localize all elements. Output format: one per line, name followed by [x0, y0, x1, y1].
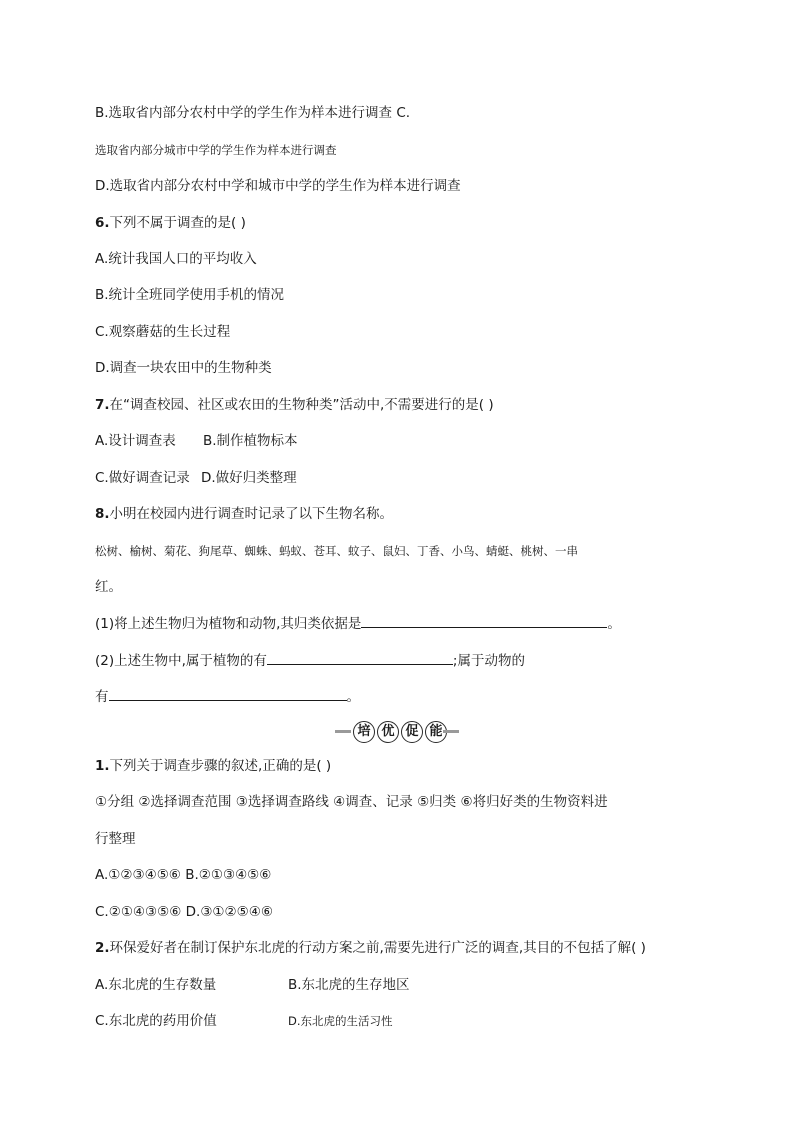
q8-animals-blank[interactable] [109, 686, 347, 701]
s1-steps-end: 行整理 [95, 831, 136, 847]
q8-organism-list: 松树、榆树、菊花、狗尾草、蜘蛛、蚂蚁、苍耳、蚊子、鼠妇、丁香、小鸟、蜻蜓、桃树、一串 [95, 544, 578, 558]
q8-part3 [95, 686, 360, 707]
q8-part3-text: 有 [95, 689, 109, 705]
q6-option-b: B.统计全班同学使用手机的情况 [95, 287, 285, 303]
q6-number: 6. [95, 215, 110, 231]
banner-char: 能 [425, 721, 447, 743]
s1-options-ab [95, 865, 271, 885]
banner-char: 促 [401, 721, 423, 743]
s2-option-b: B.东北虎的生存地区 [288, 977, 410, 993]
q7-option-a: A.设计调查表 [95, 433, 176, 449]
banner-characters [353, 721, 447, 743]
s1-option-d: D.③①②⑤④⑥ [185, 904, 273, 920]
q7-options-cd [95, 468, 297, 488]
s1-steps: ①分组 ②选择调查范围 ③选择调查路线 ④调查、记录 ⑤归类 ⑥将归好类的生物资料进 [95, 794, 608, 810]
banner-char: 培 [353, 721, 375, 743]
s1-number: 1. [95, 758, 110, 774]
q8-number: 8. [95, 506, 110, 522]
banner-left-bar [335, 730, 351, 733]
q7-option-b: B.制作植物标本 [203, 433, 298, 449]
banner-right-bar [443, 730, 459, 733]
banner-char: 优 [377, 721, 399, 743]
s2-number: 2. [95, 940, 110, 956]
s2-options-ab [95, 975, 410, 995]
s2-option-a: A.东北虎的生存数量 [95, 977, 217, 993]
q8-part1 [95, 613, 621, 634]
q7-options-ab [95, 431, 298, 451]
q8-part3-end: 。 [346, 689, 360, 705]
q7-option-c: C.做好调查记录 [95, 470, 190, 486]
s2-stem-text: 环保爱好者在制订保护东北虎的行动方案之前,需要先进行广泛的调查,其目的不包括了解( ) [109, 940, 646, 956]
q6-option-c: C.观察蘑菇的生长过程 [95, 324, 231, 340]
q8-stem-text: 小明在校园内进行调查时记录了以下生物名称。 [109, 506, 394, 522]
q7-option-d: D.做好归类整理 [201, 470, 297, 486]
q8-plants-blank[interactable] [267, 650, 453, 665]
q8-stem [95, 504, 393, 524]
q7-stem [95, 395, 494, 415]
q8-part1-text: (1)将上述生物归为植物和动物,其归类依据是 [95, 616, 362, 632]
s1-stem-text: 下列关于调查步骤的叙述,正确的是( ) [109, 758, 332, 774]
q6-option-a: A.统计我国人口的平均收入 [95, 251, 257, 267]
q8-part1-blank[interactable] [361, 613, 607, 628]
q6-option-d: D.调查一块农田中的生物种类 [95, 360, 272, 376]
q7-number: 7. [95, 397, 110, 413]
q6-stem-text: 下列不属于调查的是( ) [109, 215, 246, 231]
q8-part2 [95, 650, 525, 671]
q7-stem-text: 在“调查校园、社区或农田的生物种类”活动中,不需要进行的是( ) [109, 397, 494, 413]
s1-option-b: B.②①③④⑤⑥ [185, 867, 272, 883]
q8-part1-end: 。 [607, 616, 621, 632]
q5-option-b: B.选取省内部分农村中学的学生作为样本进行调查 C. [95, 105, 411, 121]
q8-part2-text: (2)上述生物中,属于植物的有 [95, 653, 267, 669]
s1-stem [95, 756, 331, 776]
s2-option-d: D.东北虎的生活习性 [288, 1014, 393, 1028]
s1-option-a: A.①②③④⑤⑥ [95, 867, 181, 883]
s2-options-cd [95, 1011, 393, 1031]
s1-options-cd [95, 902, 273, 922]
q8-organism-list-end: 红。 [95, 579, 122, 595]
q8-part2-mid: ;属于动物的 [452, 653, 525, 669]
q6-stem [95, 213, 246, 233]
s1-option-c: C.②①④③⑤⑥ [95, 904, 182, 920]
section-banner [335, 721, 459, 743]
q5-option-d: D.选取省内部分农村中学和城市中学的学生作为样本进行调查 [95, 178, 461, 194]
s2-stem [95, 938, 646, 958]
q5-option-c: 选取省内部分城市中学的学生作为样本进行调查 [95, 143, 337, 157]
s2-option-c: C.东北虎的药用价值 [95, 1013, 217, 1029]
